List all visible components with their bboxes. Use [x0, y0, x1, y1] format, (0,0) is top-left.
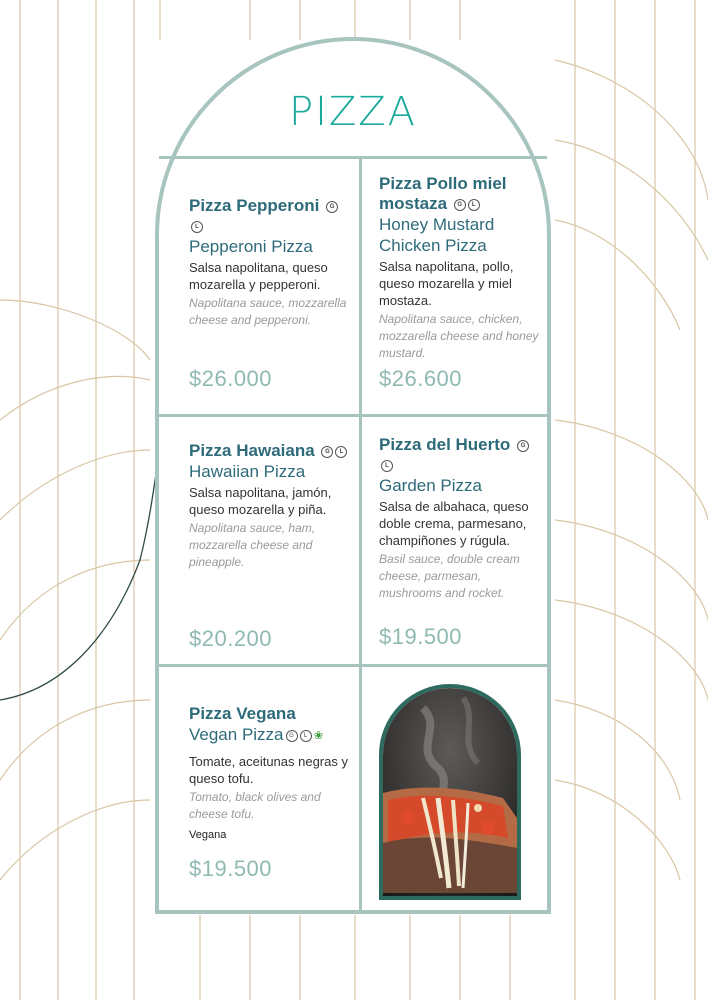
dish-description-es: Tomate, aceitunas negras y queso tofu.	[189, 754, 348, 786]
price: $26.600	[379, 366, 463, 391]
dish-name-es: Pizza Vegana	[189, 704, 296, 723]
dish-description-en: Napolitana sauce, mozzarella cheese and pepperoni.	[189, 296, 347, 327]
divider	[159, 156, 547, 159]
dish-name-en: Honey Mustard Chicken Pizza	[379, 215, 495, 255]
dish-name-es: Pizza Hawaiana	[189, 441, 315, 460]
menu-item-pepperoni	[189, 196, 351, 329]
dish-name-es: Pizza Pepperoni	[189, 196, 320, 215]
dairy-icon: L	[335, 446, 347, 458]
dish-name-es: Pizza del Huerto	[379, 435, 511, 454]
dairy-icon: L	[191, 221, 203, 233]
dish-description-en: Napolitana sauce, chicken, mozzarella cheese and honey mustard.	[379, 312, 539, 360]
price: $26.000	[189, 366, 273, 391]
dairy-icon: L	[300, 730, 312, 742]
menu-item-hawaiana	[189, 441, 351, 571]
menu-item-vegana	[189, 704, 351, 841]
dish-description-en: Napolitana sauce, ham, mozzarella cheese and pineapple.	[189, 521, 316, 569]
price: $20.200	[189, 626, 273, 651]
dish-description-es: Salsa de albahaca, queso doble crema, parmesano, champiñones y rúgula.	[379, 499, 529, 548]
price: $19.500	[379, 624, 463, 649]
gluten-icon: G	[454, 199, 466, 211]
price: $19.500	[189, 856, 273, 881]
dish-description-es: Salsa napolitana, queso mozarella y pepperoni.	[189, 260, 328, 292]
dairy-icon: L	[468, 199, 480, 211]
dish-description-es: Salsa napolitana, jamón, queso mozarella y piña.	[189, 485, 332, 517]
pizza-menu-card	[155, 37, 551, 914]
divider	[359, 157, 362, 910]
menu-item-del-huerto	[379, 435, 541, 602]
dish-name-en: Hawaiian Pizza	[189, 462, 306, 481]
gluten-icon: G	[326, 201, 338, 213]
menu-item-pollo-miel-mostaza	[379, 174, 541, 362]
vegan-tag: Vegana	[189, 829, 227, 841]
divider	[159, 664, 547, 667]
dish-name-en: Pepperoni Pizza	[189, 237, 313, 256]
menu-title: PIZZA	[288, 89, 418, 135]
leaf-icon: ❀	[313, 729, 324, 742]
gluten-icon: G	[517, 440, 529, 452]
dish-name-es: Pizza Pollo miel mostaza	[379, 174, 507, 213]
dish-name-en: Garden Pizza	[379, 476, 482, 495]
dish-description-en: Tomato, black olives and cheese tofu.	[189, 790, 321, 821]
dish-description-en: Basil sauce, double cream cheese, parmesan, mushrooms and rocket.	[379, 552, 520, 600]
pizza-photo	[379, 684, 521, 900]
dairy-icon: L	[381, 460, 393, 472]
dish-name-en: Vegan Pizza	[189, 725, 284, 744]
dish-description-es: Salsa napolitana, pollo, queso mozarella y miel mostaza.	[379, 259, 514, 308]
divider	[159, 414, 547, 417]
gluten-icon: G	[286, 730, 298, 742]
gluten-icon: G	[321, 446, 333, 458]
